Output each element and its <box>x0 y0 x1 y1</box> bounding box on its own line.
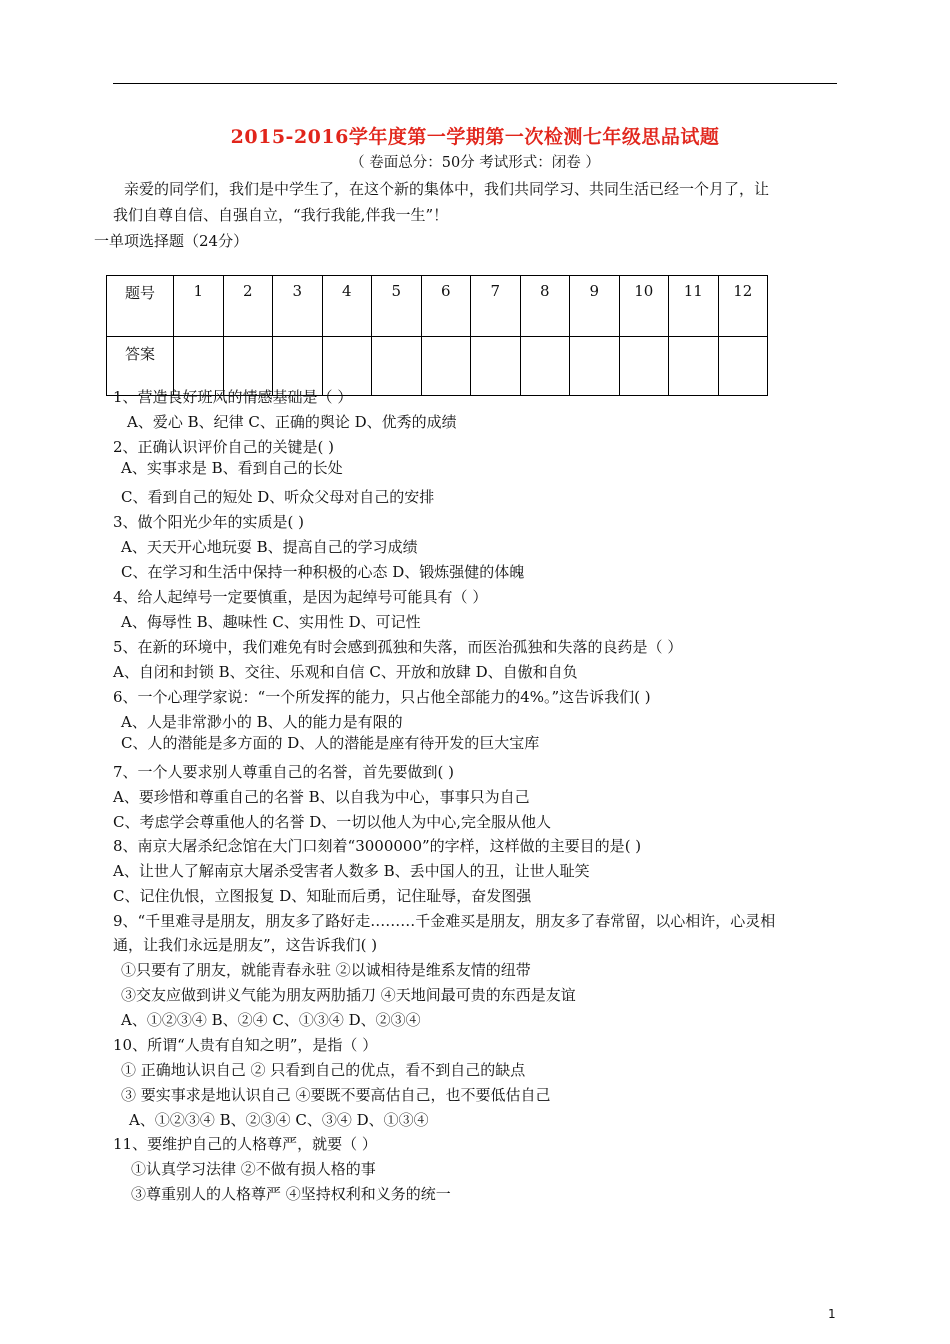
answer-options: A、要珍惜和尊重自己的名誉 B、以自我为中心，事事只为自己 <box>113 788 530 806</box>
question-text: 通，让我们永远是朋友”，这告诉我们( ) <box>113 936 378 954</box>
answer-cell[interactable] <box>421 337 471 396</box>
question-text: 7、一个人要求别人尊重自己的名誉，首先要做到( ) <box>113 763 455 781</box>
table-cell: 9 <box>570 276 620 337</box>
answer-options: ③ 要实事求是地认识自己 ④要既不要高估自己，也不要低估自己 <box>121 1086 551 1104</box>
answer-table <box>106 275 768 396</box>
table-cell: 3 <box>273 276 323 337</box>
answer-options: C、人的潜能是多方面的 D、人的潜能是座有待开发的巨大宝库 <box>121 734 540 752</box>
page-number: 1 <box>828 1307 836 1321</box>
question-text: 1、营造良好班风的情感基础是（ ） <box>113 388 353 406</box>
table-cell: 10 <box>619 276 669 337</box>
table-cell: 题号 <box>107 276 174 337</box>
question-text: 9、“千里难寻是朋友，朋友多了路好走………千金难买是朋友，朋友多了春常留，以心相许，心灵相 <box>113 912 776 930</box>
table-cell: 6 <box>421 276 471 337</box>
answer-cell[interactable] <box>718 337 768 396</box>
question-text: 10、所谓“人贵有自知之明”，是指（ ） <box>113 1036 378 1054</box>
section-title: 一单项选择题（24分） <box>94 232 249 250</box>
answer-cell[interactable] <box>471 337 521 396</box>
answer-options: C、看到自己的短处 D、听众父母对自己的安排 <box>121 488 435 506</box>
answer-options: ③尊重别人的人格尊严 ④坚持权利和义务的统一 <box>131 1185 451 1203</box>
table-cell: 12 <box>718 276 768 337</box>
answer-options: ③交友应做到讲义气能为朋友两肋插刀 ④天地间最可贵的东西是友谊 <box>121 986 576 1004</box>
answer-cell[interactable] <box>570 337 620 396</box>
header-rule <box>113 83 837 84</box>
answer-options: A、①②③④ B、②③④ C、③④ D、①③④ <box>129 1111 429 1129</box>
table-cell: 2 <box>223 276 273 337</box>
table-cell: 7 <box>471 276 521 337</box>
answer-options: C、考虑学会尊重他人的名誉 D、一切以他人为中心,完全服从他人 <box>113 813 552 831</box>
answer-options: ①认真学习法律 ②不做有损人格的事 <box>131 1160 376 1178</box>
answer-cell[interactable] <box>372 337 422 396</box>
table-cell: 4 <box>322 276 372 337</box>
answer-cell[interactable] <box>669 337 719 396</box>
page-title: 2015-2016学年度第一学期第一次检测七年级思品试题 <box>230 126 720 148</box>
question-text: 5、在新的环境中，我们难免有时会感到孤独和失落，而医治孤独和失落的良药是（ ） <box>113 638 683 656</box>
answer-options: A、自闭和封锁 B、交往、乐观和自信 C、开放和放肆 D、自傲和自负 <box>113 663 578 681</box>
exam-info: （ 卷面总分：50分 考试形式：闭卷 ） <box>350 155 600 171</box>
answer-options: A、让世人了解南京大屠杀受害者人数多 B、丢中国人的丑，让世人耻笑 <box>113 862 590 880</box>
answer-options: A、①②③④ B、②④ C、①③④ D、②③④ <box>121 1011 421 1029</box>
table-cell: 答案 <box>107 337 174 396</box>
question-text: 3、做个阳光少年的实质是( ) <box>113 513 305 531</box>
answer-cell[interactable] <box>619 337 669 396</box>
answer-options: A、爱心 B、纪律 C、正确的舆论 D、优秀的成绩 <box>127 413 457 431</box>
table-cell: 1 <box>174 276 224 337</box>
answer-options: A、天天开心地玩耍 B、提高自己的学习成绩 <box>121 538 418 556</box>
table-cell: 5 <box>372 276 422 337</box>
table-row <box>107 276 768 337</box>
table-cell: 8 <box>520 276 570 337</box>
answer-options: C、在学习和生活中保持一种积极的心态 D、锻炼强健的体魄 <box>121 563 525 581</box>
question-text: 4、给人起绰号一定要慎重，是因为起绰号可能具有（ ） <box>113 588 488 606</box>
question-text: 2、正确认识评价自己的关键是( ) <box>113 438 335 456</box>
answer-options: C、记住仇恨，立图报复 D、知耻而后勇，记住耻辱，奋发图强 <box>113 887 532 905</box>
answer-options: A、侮辱性 B、趣味性 C、实用性 D、可记性 <box>121 613 421 631</box>
intro-line: 亲爱的同学们，我们是中学生了，在这个新的集体中，我们共同学习、共同生活已经一个月了，让 <box>124 180 770 198</box>
question-text: 11、要维护自己的人格尊严，就要（ ） <box>113 1135 377 1153</box>
answer-options: A、人是非常渺小的 B、人的能力是有限的 <box>121 713 403 731</box>
answer-cell[interactable] <box>520 337 570 396</box>
answer-options: A、实事求是 B、看到自己的长处 <box>121 459 343 477</box>
table-cell: 11 <box>669 276 719 337</box>
intro-line: 我们自尊自信、自强自立，“我行我能,伴我一生”！ <box>113 206 449 224</box>
answer-options: ① 正确地认识自己 ② 只看到自己的优点，看不到自己的缺点 <box>121 1061 526 1079</box>
answer-options: ①只要有了朋友，就能青春永驻 ②以诚相待是维系友情的纽带 <box>121 961 531 979</box>
question-text: 8、南京大屠杀纪念馆在大门口刻着“3000000”的字样，这样做的主要目的是( ) <box>113 837 642 855</box>
question-text: 6、一个心理学家说：“一个所发挥的能力，只占他全部能力的4%。”这告诉我们( ) <box>113 688 651 706</box>
